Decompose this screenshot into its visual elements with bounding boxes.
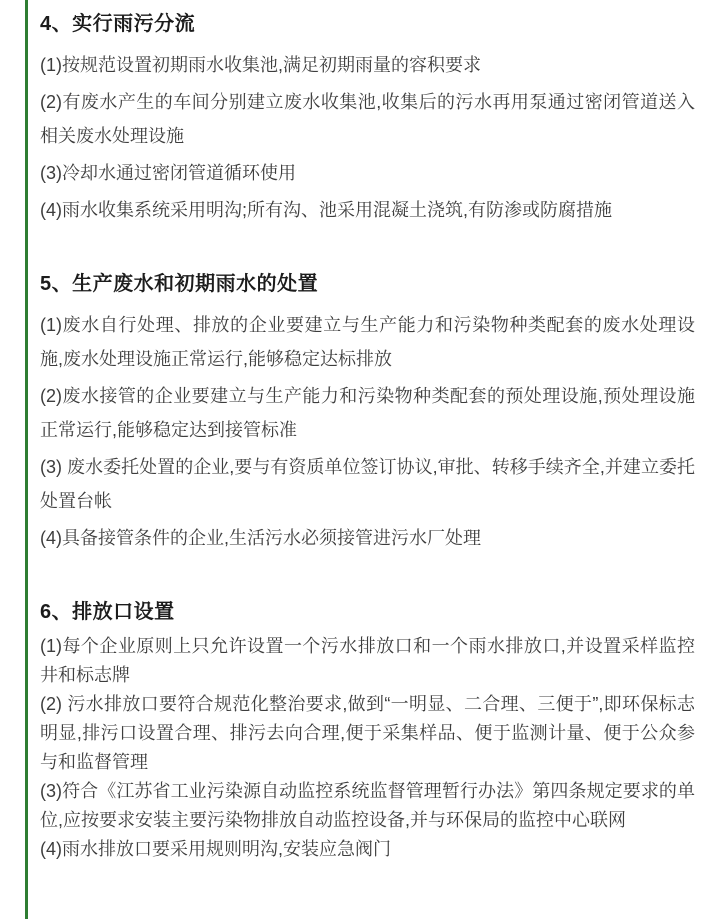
section-rain-sewage-diversion: [40, 9, 695, 227]
list-item: (1)按规范设置初期雨水收集池,满足初期雨量的容积要求: [40, 55, 481, 75]
list-item: (1)每个企业原则上只允许设置一个污水排放口和一个雨水排放口,并设置采样监控井和标志牌: [40, 636, 695, 685]
list-item: (1)废水自行处理、排放的企业要建立与生产能力和污染物种类配套的废水处理设施,废水处理设施正常运行,能够稳定达标排放: [40, 315, 695, 369]
list-item: (2)废水接管的企业要建立与生产能力和污染物种类配套的预处理设施,预处理设施正常运行,能够稳定达到接管标准: [40, 386, 695, 440]
left-accent-border: [25, 0, 28, 919]
list-item: (3)符合《江苏省工业污染源自动监控系统监督管理暂行办法》第四条规定要求的单位,应按要求安装主要污染物排放自动监控设备,并与环保局的监控中心联网: [40, 781, 695, 830]
section-discharge-outlet-setup: [40, 597, 695, 864]
section-heading: 4、实行雨污分流: [40, 13, 196, 35]
list-item: (4)雨水排放口要采用规则明沟,安装应急阀门: [40, 839, 391, 859]
list-item: (4)雨水收集系统采用明沟;所有沟、池采用混凝土浇筑,有防渗或防腐措施: [40, 200, 612, 220]
section-wastewater-disposal: [40, 269, 695, 555]
section-heading: 5、生产废水和初期雨水的处置: [40, 273, 319, 295]
list-item: (2) 污水排放口要符合规范化整治要求,做到“一明显、二合理、三便于”,即环保标志明显,排污口设置合理、排污去向合理,便于采集样品、便于监测计量、便于公众参与和监督管理: [40, 694, 695, 772]
section-heading: 6、排放口设置: [40, 601, 175, 623]
list-item: (3)冷却水通过密闭管道循环使用: [40, 163, 296, 183]
list-item: (4)具备接管条件的企业,生活污水必须接管进污水厂处理: [40, 528, 481, 548]
list-item: (3) 废水委托处置的企业,要与有资质单位签订协议,审批、转移手续齐全,并建立委托处置台帐: [40, 457, 695, 511]
list-item: (2)有废水产生的车间分别建立废水收集池,收集后的污水再用泵通过密闭管道送入相关废水处理设施: [40, 92, 695, 146]
